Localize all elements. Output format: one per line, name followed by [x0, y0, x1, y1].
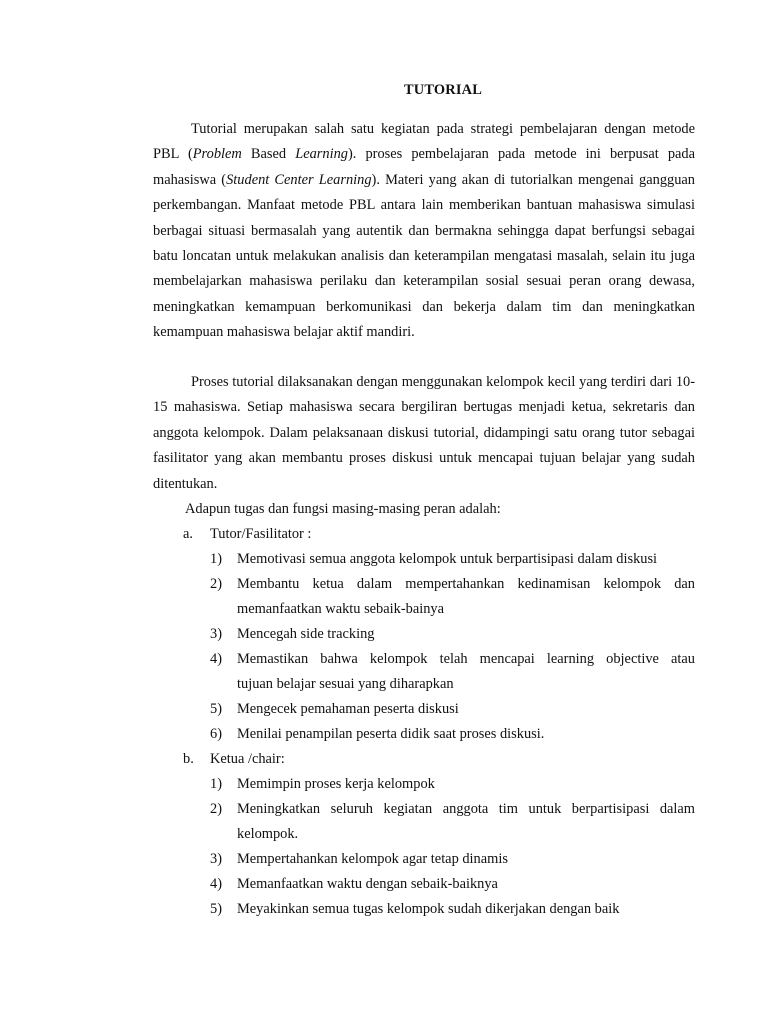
list-item-cont: tujuan belajar sesuai yang diharapkan — [237, 676, 454, 692]
section-marker-a: a. — [183, 526, 193, 542]
p1-student-center: Student Center Learning — [226, 171, 372, 188]
list-num: 3) — [210, 626, 222, 642]
list-num: 5) — [210, 701, 222, 717]
list-num: 4) — [210, 651, 222, 667]
list-item: Memanfaatkan waktu dengan sebaik-baiknya — [237, 876, 498, 892]
page-title: TUTORIAL — [403, 82, 483, 98]
list-num: 1) — [210, 551, 222, 567]
p1-problem: Problem — [192, 146, 242, 163]
section-marker-b: b. — [183, 751, 194, 767]
list-item: Mengecek pemahaman peserta diskusi — [237, 701, 459, 717]
p1-text-e: ). proses pembelajaran pada metode ini berpusat pada mahasiswa ( — [153, 146, 696, 188]
list-item: Memastikan bahwa kelompok telah mencapai learning objective atau — [237, 651, 695, 667]
list-item: Memotivasi semua anggota kelompok untuk berpartisipasi dalam diskusi — [237, 551, 658, 567]
list-num: 2) — [210, 576, 222, 592]
list-item: Mempertahankan kelompok agar tetap dinamis — [237, 851, 508, 867]
paragraph-process — [153, 370, 695, 497]
p1-learning: Learning — [295, 146, 348, 163]
list-item: Membantu ketua dalam mempertahankan kedinamisan kelompok dan — [237, 576, 695, 592]
p1-text-g: ). Materi yang akan di tutorialkan mengenai gangguan perkembangan. Manfaat metode PBL antara lain memberikan bantuan mahasiswa simulasi berbagai situasi bermasalah yang autentik dan bermakna sehingga dapat berfungsi sebagai batu loncatan untuk melakukan analisis dan keterampilan mengatasi masalah, selain itu juga membelajarkan mahasiswa perilaku dan keterampilan sosial sesuai peran orang dewasa, meningkatkan kemampuan berkomunikasi dan bekerja dalam tim dan meningkatkan kemampuan mahasiswa belajar aktif mandiri. — [153, 171, 695, 341]
p1-text-a: Tutorial merupakan salah satu kegiatan pada strategi pembelajaran dengan metode PBL ( — [153, 121, 695, 163]
list-item: Menilai penampilan peserta didik saat proses diskusi. — [237, 726, 545, 742]
list-num: 6) — [210, 726, 222, 742]
list-num: 4) — [210, 876, 222, 892]
list-num: 5) — [210, 901, 222, 917]
list-num: 2) — [210, 801, 222, 817]
section-heading-chair: Ketua /chair: — [210, 751, 285, 767]
list-item: Meningkatkan seluruh kegiatan anggota tim untuk berpartisipasi dalam — [237, 801, 695, 817]
p1-text-c: Based — [241, 146, 296, 163]
list-item-cont: memanfaatkan waktu sebaik-bainya — [237, 601, 444, 617]
list-item: Mencegah side tracking — [237, 626, 375, 642]
roles-intro: Adapun tugas dan fungsi masing-masing peran adalah: — [185, 501, 501, 517]
section-heading-tutor: Tutor/Fasilitator : — [210, 526, 312, 542]
list-item-cont: kelompok. — [237, 826, 299, 842]
list-num: 1) — [210, 776, 222, 792]
list-item: Meyakinkan semua tugas kelompok sudah dikerjakan dengan baik — [237, 901, 620, 917]
list-item: Memimpin proses kerja kelompok — [237, 776, 435, 792]
p2-text: Proses tutorial dilaksanakan dengan menggunakan kelompok kecil yang terdiri dari 10-15 mahasiswa. Setiap mahasiswa secara bergiliran bertugas menjadi ketua, sekretaris dan anggota kelompok. Dalam pelaksanaan diskusi tutorial, didampingi satu orang tutor sebagai fasilitator yang akan membantu proses diskusi untuk mencapai tujuan belajar yang sudah ditentukan. — [153, 374, 695, 492]
paragraph-intro — [153, 117, 695, 346]
list-num: 3) — [210, 851, 222, 867]
